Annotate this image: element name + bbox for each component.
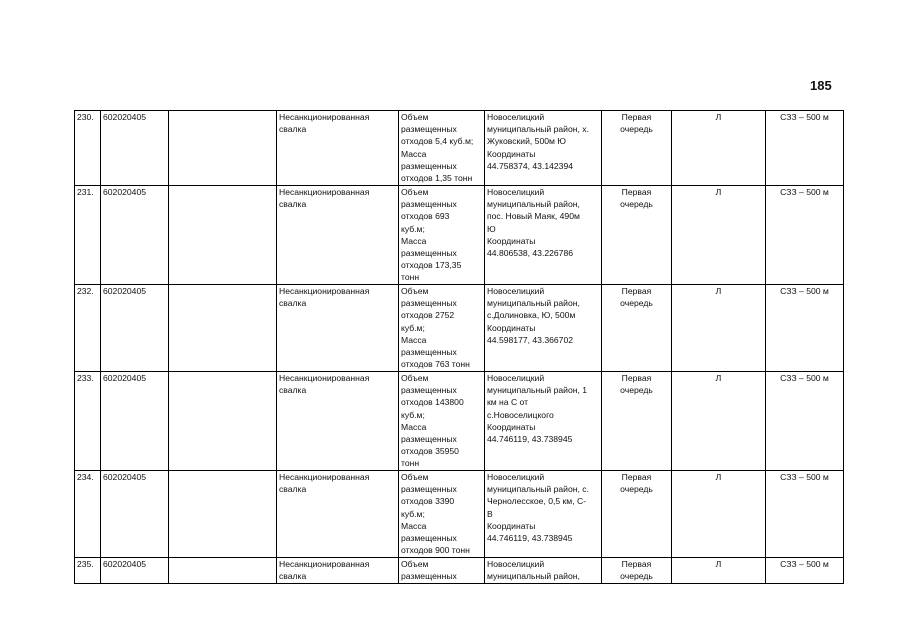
- cell-sanitary-zone: СЗЗ – 500 м: [766, 471, 844, 558]
- cell-code: 602020405: [101, 558, 169, 584]
- cell-queue: Первая очередь: [602, 186, 672, 285]
- cell-object-type: Несанкционированная свалка: [277, 471, 399, 558]
- cell-location: Новоселицкий муниципальный район, с. Чернолесское, 0,5 км, С- В Координаты 44.746119, 43.738945: [485, 471, 602, 558]
- cell-queue: Первая очередь: [602, 285, 672, 372]
- cell-object-type: Несанкционированная свалка: [277, 372, 399, 471]
- table-row: [75, 372, 844, 471]
- cell-waste-volume: Объем размещенных отходов 143800 куб.м; Масса размещенных отходов 35950 тонн: [399, 372, 485, 471]
- table-row: [75, 111, 844, 186]
- cell-empty: [169, 372, 277, 471]
- cell-code: 602020405: [101, 471, 169, 558]
- cell-waste-volume: Объем размещенных: [399, 558, 485, 584]
- cell-waste-volume: Объем размещенных отходов 693 куб.м; Масса размещенных отходов 173,35 тонн: [399, 186, 485, 285]
- cell-sanitary-zone: СЗЗ – 500 м: [766, 372, 844, 471]
- table-row: [75, 186, 844, 285]
- cell-empty: [169, 285, 277, 372]
- cell-empty: [169, 471, 277, 558]
- cell-sanitary-zone: СЗЗ – 500 м: [766, 285, 844, 372]
- cell-number: 235.: [75, 558, 101, 584]
- cell-object-type: Несанкционированная свалка: [277, 285, 399, 372]
- cell-queue: Первая очередь: [602, 111, 672, 186]
- cell-code: 602020405: [101, 285, 169, 372]
- cell-class: Л: [672, 558, 766, 584]
- cell-queue: Первая очередь: [602, 372, 672, 471]
- table-row: [75, 471, 844, 558]
- cell-code: 602020405: [101, 186, 169, 285]
- cell-waste-volume: Объем размещенных отходов 3390 куб.м; Масса размещенных отходов 900 тонн: [399, 471, 485, 558]
- cell-class: Л: [672, 471, 766, 558]
- cell-number: 233.: [75, 372, 101, 471]
- table-body: [75, 111, 844, 584]
- cell-object-type: Несанкционированная свалка: [277, 111, 399, 186]
- cell-empty: [169, 186, 277, 285]
- cell-queue: Первая очередь: [602, 471, 672, 558]
- cell-queue: Первая очередь: [602, 558, 672, 584]
- cell-sanitary-zone: СЗЗ – 500 м: [766, 558, 844, 584]
- cell-number: 230.: [75, 111, 101, 186]
- cell-location: Новоселицкий муниципальный район,: [485, 558, 602, 584]
- cell-sanitary-zone: СЗЗ – 500 м: [766, 186, 844, 285]
- page-number: 185: [810, 78, 832, 93]
- cell-waste-volume: Объем размещенных отходов 2752 куб.м; Масса размещенных отходов 763 тонн: [399, 285, 485, 372]
- cell-number: 231.: [75, 186, 101, 285]
- cell-location: Новоселицкий муниципальный район, пос. Новый Маяк, 490м Ю Координаты 44.806538, 43.226786: [485, 186, 602, 285]
- cell-code: 602020405: [101, 372, 169, 471]
- cell-location: Новоселицкий муниципальный район, 1 км на С от с.Новоселицкого Координаты 44.746119, 43.738945: [485, 372, 602, 471]
- cell-class: Л: [672, 186, 766, 285]
- cell-location: Новоселицкий муниципальный район, с.Долиновка, Ю, 500м Координаты 44.598177, 43.366702: [485, 285, 602, 372]
- cell-class: Л: [672, 111, 766, 186]
- cell-number: 234.: [75, 471, 101, 558]
- cell-class: Л: [672, 285, 766, 372]
- cell-code: 602020405: [101, 111, 169, 186]
- table-row: [75, 558, 844, 584]
- cell-waste-volume: Объем размещенных отходов 5,4 куб.м; Масса размещенных отходов 1,35 тонн: [399, 111, 485, 186]
- cell-location: Новоселицкий муниципальный район, х. Жуковский, 500м Ю Координаты 44.758374, 43.142394: [485, 111, 602, 186]
- cell-class: Л: [672, 372, 766, 471]
- cell-empty: [169, 558, 277, 584]
- cell-object-type: Несанкционированная свалка: [277, 558, 399, 584]
- waste-sites-table: [74, 110, 844, 584]
- table-row: [75, 285, 844, 372]
- cell-sanitary-zone: СЗЗ – 500 м: [766, 111, 844, 186]
- cell-object-type: Несанкционированная свалка: [277, 186, 399, 285]
- cell-number: 232.: [75, 285, 101, 372]
- cell-empty: [169, 111, 277, 186]
